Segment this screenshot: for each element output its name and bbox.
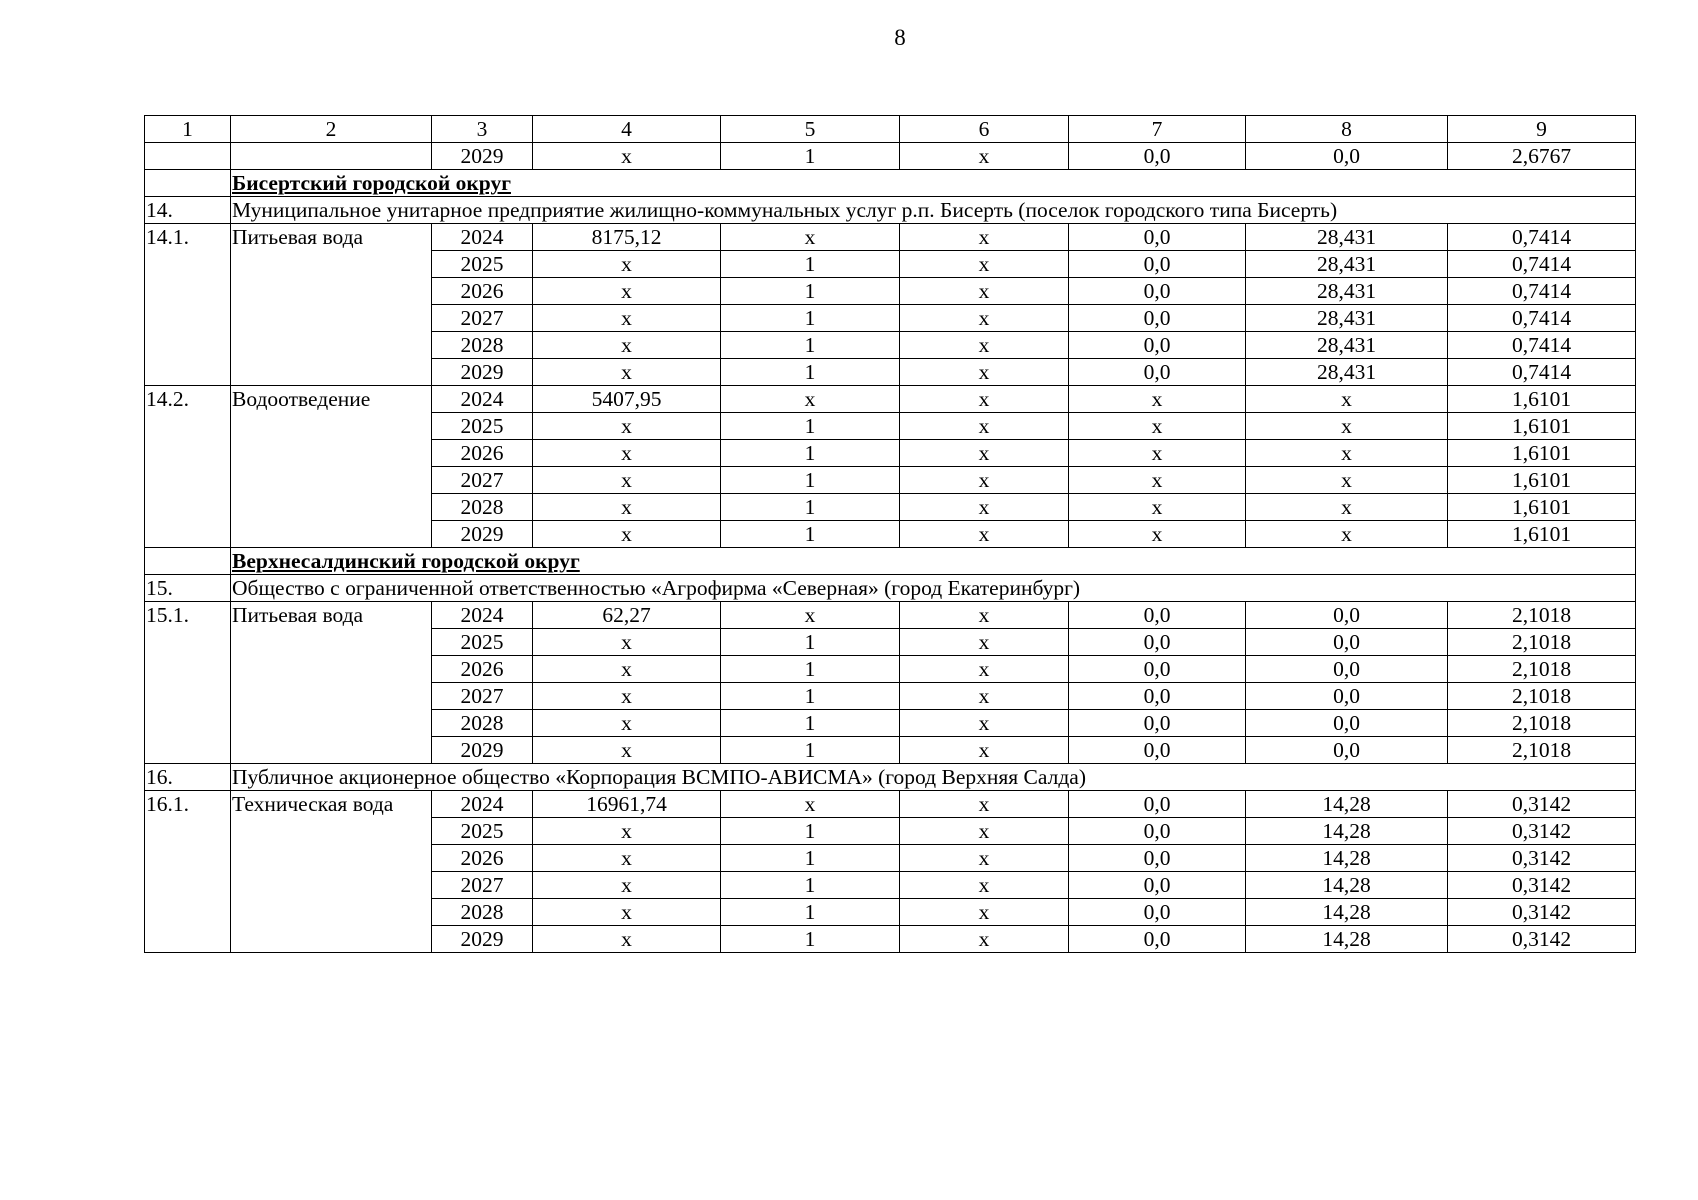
year-cell: 2025 — [432, 251, 533, 278]
value-col-6: х — [900, 737, 1069, 764]
year-cell: 2026 — [432, 440, 533, 467]
value-col-8: 14,28 — [1246, 899, 1448, 926]
value-col-4: х — [533, 440, 721, 467]
value-col-8: 0,0 — [1246, 629, 1448, 656]
item-number: 14. — [145, 197, 231, 224]
value-col-9: 0,7414 — [1448, 332, 1636, 359]
organization-text: Публичное акционерное общество «Корпорация ВСМПО-АВИСМА» (город Верхняя Салда) — [232, 765, 1086, 789]
value-col-8: 14,28 — [1246, 791, 1448, 818]
value-col-4: 5407,95 — [533, 386, 721, 413]
organization-name — [231, 197, 1636, 224]
value-col-7: 0,0 — [1069, 656, 1246, 683]
year-cell: 2027 — [432, 467, 533, 494]
value-col-8: 0,0 — [1246, 710, 1448, 737]
value-col-9: 0,7414 — [1448, 251, 1636, 278]
value-col-8: 28,431 — [1246, 332, 1448, 359]
value-col-6: х — [900, 224, 1069, 251]
value-col-4: х — [533, 359, 721, 386]
resource-type: Питьевая вода — [231, 602, 432, 764]
year-cell: 2029 — [432, 143, 533, 170]
value-col-5: 1 — [721, 899, 900, 926]
value-col-4: х — [533, 872, 721, 899]
municipality-name: Верхнесалдинский городской округ — [232, 549, 580, 573]
organization-name — [231, 575, 1636, 602]
year-cell: 2028 — [432, 899, 533, 926]
value-col-8: 28,431 — [1246, 359, 1448, 386]
value-col-7: 0,0 — [1069, 872, 1246, 899]
value-col-4: х — [533, 332, 721, 359]
value-col-9: 2,1018 — [1448, 602, 1636, 629]
organization-text: Общество с ограниченной ответственностью «Агрофирма «Северная» (город Екатеринбург) — [232, 576, 1081, 600]
table-row — [145, 791, 1636, 818]
item-number: 14.1. — [145, 224, 231, 386]
value-col-4: х — [533, 413, 721, 440]
value-col-5: 1 — [721, 737, 900, 764]
value-col-4: х — [533, 278, 721, 305]
year-cell: 2029 — [432, 521, 533, 548]
value-col-8: х — [1246, 440, 1448, 467]
value-col-8: 28,431 — [1246, 251, 1448, 278]
value-col-5: 1 — [721, 818, 900, 845]
year-cell: 2024 — [432, 386, 533, 413]
value-col-4: х — [533, 710, 721, 737]
page-number: 8 — [894, 25, 906, 50]
value-col-6: х — [900, 332, 1069, 359]
column-number: 3 — [432, 116, 533, 143]
value-col-8: х — [1246, 413, 1448, 440]
value-col-9: 0,3142 — [1448, 791, 1636, 818]
value-col-4: х — [533, 494, 721, 521]
value-col-5: 1 — [721, 305, 900, 332]
value-col-7: 0,0 — [1069, 926, 1246, 953]
value-col-9: 0,7414 — [1448, 359, 1636, 386]
year-cell: 2028 — [432, 332, 533, 359]
value-col-5: х — [721, 386, 900, 413]
year-cell: 2028 — [432, 710, 533, 737]
value-col-4: 8175,12 — [533, 224, 721, 251]
value-col-6: х — [900, 656, 1069, 683]
value-col-9: 2,6767 — [1448, 143, 1636, 170]
value-col-9: 0,7414 — [1448, 305, 1636, 332]
value-col-7: 0,0 — [1069, 791, 1246, 818]
value-col-6: х — [900, 872, 1069, 899]
municipality-name: Бисертский городской округ — [232, 171, 511, 195]
value-col-7: 0,0 — [1069, 278, 1246, 305]
value-col-8: х — [1246, 521, 1448, 548]
value-col-9: 0,3142 — [1448, 926, 1636, 953]
value-col-9: 0,3142 — [1448, 845, 1636, 872]
value-col-5: 1 — [721, 332, 900, 359]
table-row — [145, 386, 1636, 413]
value-col-5: 1 — [721, 440, 900, 467]
value-col-9: 2,1018 — [1448, 629, 1636, 656]
organization-name — [231, 764, 1636, 791]
value-col-4: х — [533, 845, 721, 872]
value-col-8: х — [1246, 467, 1448, 494]
municipality-row — [145, 548, 1636, 575]
value-col-4: х — [533, 926, 721, 953]
value-col-6: х — [900, 818, 1069, 845]
column-number: 2 — [231, 116, 432, 143]
organization-row — [145, 575, 1636, 602]
value-col-7: 0,0 — [1069, 845, 1246, 872]
item-number: 15.1. — [145, 602, 231, 764]
value-col-8: 0,0 — [1246, 143, 1448, 170]
item-number — [145, 143, 231, 170]
value-col-8: 14,28 — [1246, 818, 1448, 845]
value-col-5: х — [721, 224, 900, 251]
value-col-6: х — [900, 278, 1069, 305]
value-col-4: х — [533, 737, 721, 764]
value-col-8: 0,0 — [1246, 737, 1448, 764]
value-col-5: 1 — [721, 359, 900, 386]
value-col-8: 14,28 — [1246, 926, 1448, 953]
item-number: 15. — [145, 575, 231, 602]
value-col-7: х — [1069, 413, 1246, 440]
value-col-7: 0,0 — [1069, 683, 1246, 710]
resource-type: Техническая вода — [231, 791, 432, 953]
value-col-5: 1 — [721, 683, 900, 710]
item-number — [145, 170, 231, 197]
value-col-9: 1,6101 — [1448, 386, 1636, 413]
column-number: 1 — [145, 116, 231, 143]
value-col-8: 14,28 — [1246, 845, 1448, 872]
year-cell: 2029 — [432, 359, 533, 386]
value-col-7: х — [1069, 440, 1246, 467]
value-col-9: 0,7414 — [1448, 224, 1636, 251]
value-col-6: х — [900, 926, 1069, 953]
value-col-6: х — [900, 899, 1069, 926]
value-col-5: 1 — [721, 413, 900, 440]
value-col-7: х — [1069, 521, 1246, 548]
value-col-6: х — [900, 386, 1069, 413]
year-cell: 2028 — [432, 494, 533, 521]
item-number — [145, 548, 231, 575]
year-cell: 2027 — [432, 683, 533, 710]
value-col-7: 0,0 — [1069, 359, 1246, 386]
value-col-5: 1 — [721, 278, 900, 305]
year-cell: 2029 — [432, 926, 533, 953]
value-col-4: 16961,74 — [533, 791, 721, 818]
value-col-5: х — [721, 602, 900, 629]
value-col-6: х — [900, 845, 1069, 872]
item-number: 16.1. — [145, 791, 231, 953]
value-col-4: х — [533, 899, 721, 926]
value-col-5: 1 — [721, 845, 900, 872]
value-col-7: 0,0 — [1069, 629, 1246, 656]
value-col-7: 0,0 — [1069, 737, 1246, 764]
value-col-7: х — [1069, 467, 1246, 494]
value-col-9: 0,3142 — [1448, 818, 1636, 845]
value-col-5: 1 — [721, 521, 900, 548]
value-col-6: х — [900, 683, 1069, 710]
value-col-6: х — [900, 305, 1069, 332]
value-col-5: 1 — [721, 494, 900, 521]
municipality-row — [145, 170, 1636, 197]
value-col-6: х — [900, 440, 1069, 467]
column-number: 8 — [1246, 116, 1448, 143]
organization-row — [145, 197, 1636, 224]
value-col-7: 0,0 — [1069, 143, 1246, 170]
value-col-4: х — [533, 143, 721, 170]
municipality-title — [231, 170, 1636, 197]
year-cell: 2025 — [432, 413, 533, 440]
value-col-9: 2,1018 — [1448, 710, 1636, 737]
value-col-4: х — [533, 305, 721, 332]
tariff-table — [144, 115, 1636, 953]
year-cell: 2025 — [432, 629, 533, 656]
municipality-title — [231, 548, 1636, 575]
value-col-4: х — [533, 251, 721, 278]
value-col-7: 0,0 — [1069, 818, 1246, 845]
value-col-4: 62,27 — [533, 602, 721, 629]
value-col-9: 0,7414 — [1448, 278, 1636, 305]
value-col-6: х — [900, 143, 1069, 170]
year-cell: 2025 — [432, 818, 533, 845]
value-col-8: 0,0 — [1246, 602, 1448, 629]
value-col-7: 0,0 — [1069, 251, 1246, 278]
value-col-5: х — [721, 791, 900, 818]
year-cell: 2026 — [432, 845, 533, 872]
column-number: 9 — [1448, 116, 1636, 143]
column-number: 7 — [1069, 116, 1246, 143]
value-col-7: х — [1069, 386, 1246, 413]
value-col-9: 1,6101 — [1448, 467, 1636, 494]
value-col-4: х — [533, 818, 721, 845]
year-cell: 2027 — [432, 305, 533, 332]
value-col-6: х — [900, 413, 1069, 440]
value-col-4: х — [533, 656, 721, 683]
value-col-6: х — [900, 710, 1069, 737]
value-col-8: 28,431 — [1246, 278, 1448, 305]
item-number: 16. — [145, 764, 231, 791]
value-col-8: х — [1246, 494, 1448, 521]
organization-row — [145, 764, 1636, 791]
resource-type — [231, 143, 432, 170]
value-col-7: х — [1069, 494, 1246, 521]
column-number-row — [145, 116, 1636, 143]
value-col-9: 1,6101 — [1448, 494, 1636, 521]
value-col-8: 14,28 — [1246, 872, 1448, 899]
value-col-9: 1,6101 — [1448, 521, 1636, 548]
table-row — [145, 224, 1636, 251]
value-col-7: 0,0 — [1069, 332, 1246, 359]
value-col-7: 0,0 — [1069, 899, 1246, 926]
year-cell: 2024 — [432, 602, 533, 629]
year-cell: 2026 — [432, 278, 533, 305]
year-cell: 2024 — [432, 224, 533, 251]
year-cell: 2024 — [432, 791, 533, 818]
value-col-6: х — [900, 791, 1069, 818]
year-cell: 2026 — [432, 656, 533, 683]
value-col-9: 1,6101 — [1448, 413, 1636, 440]
resource-type: Питьевая вода — [231, 224, 432, 386]
value-col-7: 0,0 — [1069, 710, 1246, 737]
value-col-8: 28,431 — [1246, 224, 1448, 251]
value-col-9: 2,1018 — [1448, 656, 1636, 683]
value-col-5: 1 — [721, 656, 900, 683]
year-cell: 2027 — [432, 872, 533, 899]
column-number: 5 — [721, 116, 900, 143]
value-col-8: 0,0 — [1246, 656, 1448, 683]
value-col-8: х — [1246, 386, 1448, 413]
value-col-7: 0,0 — [1069, 224, 1246, 251]
value-col-8: 0,0 — [1246, 683, 1448, 710]
value-col-5: 1 — [721, 143, 900, 170]
resource-type: Водоотведение — [231, 386, 432, 548]
column-number: 4 — [533, 116, 721, 143]
value-col-5: 1 — [721, 629, 900, 656]
value-col-6: х — [900, 359, 1069, 386]
table-body — [145, 116, 1636, 953]
value-col-9: 1,6101 — [1448, 440, 1636, 467]
value-col-6: х — [900, 521, 1069, 548]
value-col-4: х — [533, 683, 721, 710]
value-col-6: х — [900, 602, 1069, 629]
value-col-5: 1 — [721, 251, 900, 278]
value-col-5: 1 — [721, 710, 900, 737]
value-col-9: 2,1018 — [1448, 737, 1636, 764]
value-col-8: 28,431 — [1246, 305, 1448, 332]
table-row — [145, 602, 1636, 629]
value-col-6: х — [900, 494, 1069, 521]
item-number: 14.2. — [145, 386, 231, 548]
organization-text: Муниципальное унитарное предприятие жилищно-коммунальных услуг р.п. Бисерть (поселок городского типа Бисерть) — [232, 198, 1338, 222]
value-col-7: 0,0 — [1069, 602, 1246, 629]
value-col-5: 1 — [721, 872, 900, 899]
value-col-7: 0,0 — [1069, 305, 1246, 332]
value-col-5: 1 — [721, 926, 900, 953]
year-cell: 2029 — [432, 737, 533, 764]
value-col-4: х — [533, 521, 721, 548]
value-col-9: 0,3142 — [1448, 899, 1636, 926]
value-col-6: х — [900, 251, 1069, 278]
value-col-9: 2,1018 — [1448, 683, 1636, 710]
value-col-9: 0,3142 — [1448, 872, 1636, 899]
value-col-6: х — [900, 467, 1069, 494]
value-col-4: х — [533, 629, 721, 656]
table-row — [145, 143, 1636, 170]
value-col-4: х — [533, 467, 721, 494]
column-number: 6 — [900, 116, 1069, 143]
value-col-6: х — [900, 629, 1069, 656]
value-col-5: 1 — [721, 467, 900, 494]
